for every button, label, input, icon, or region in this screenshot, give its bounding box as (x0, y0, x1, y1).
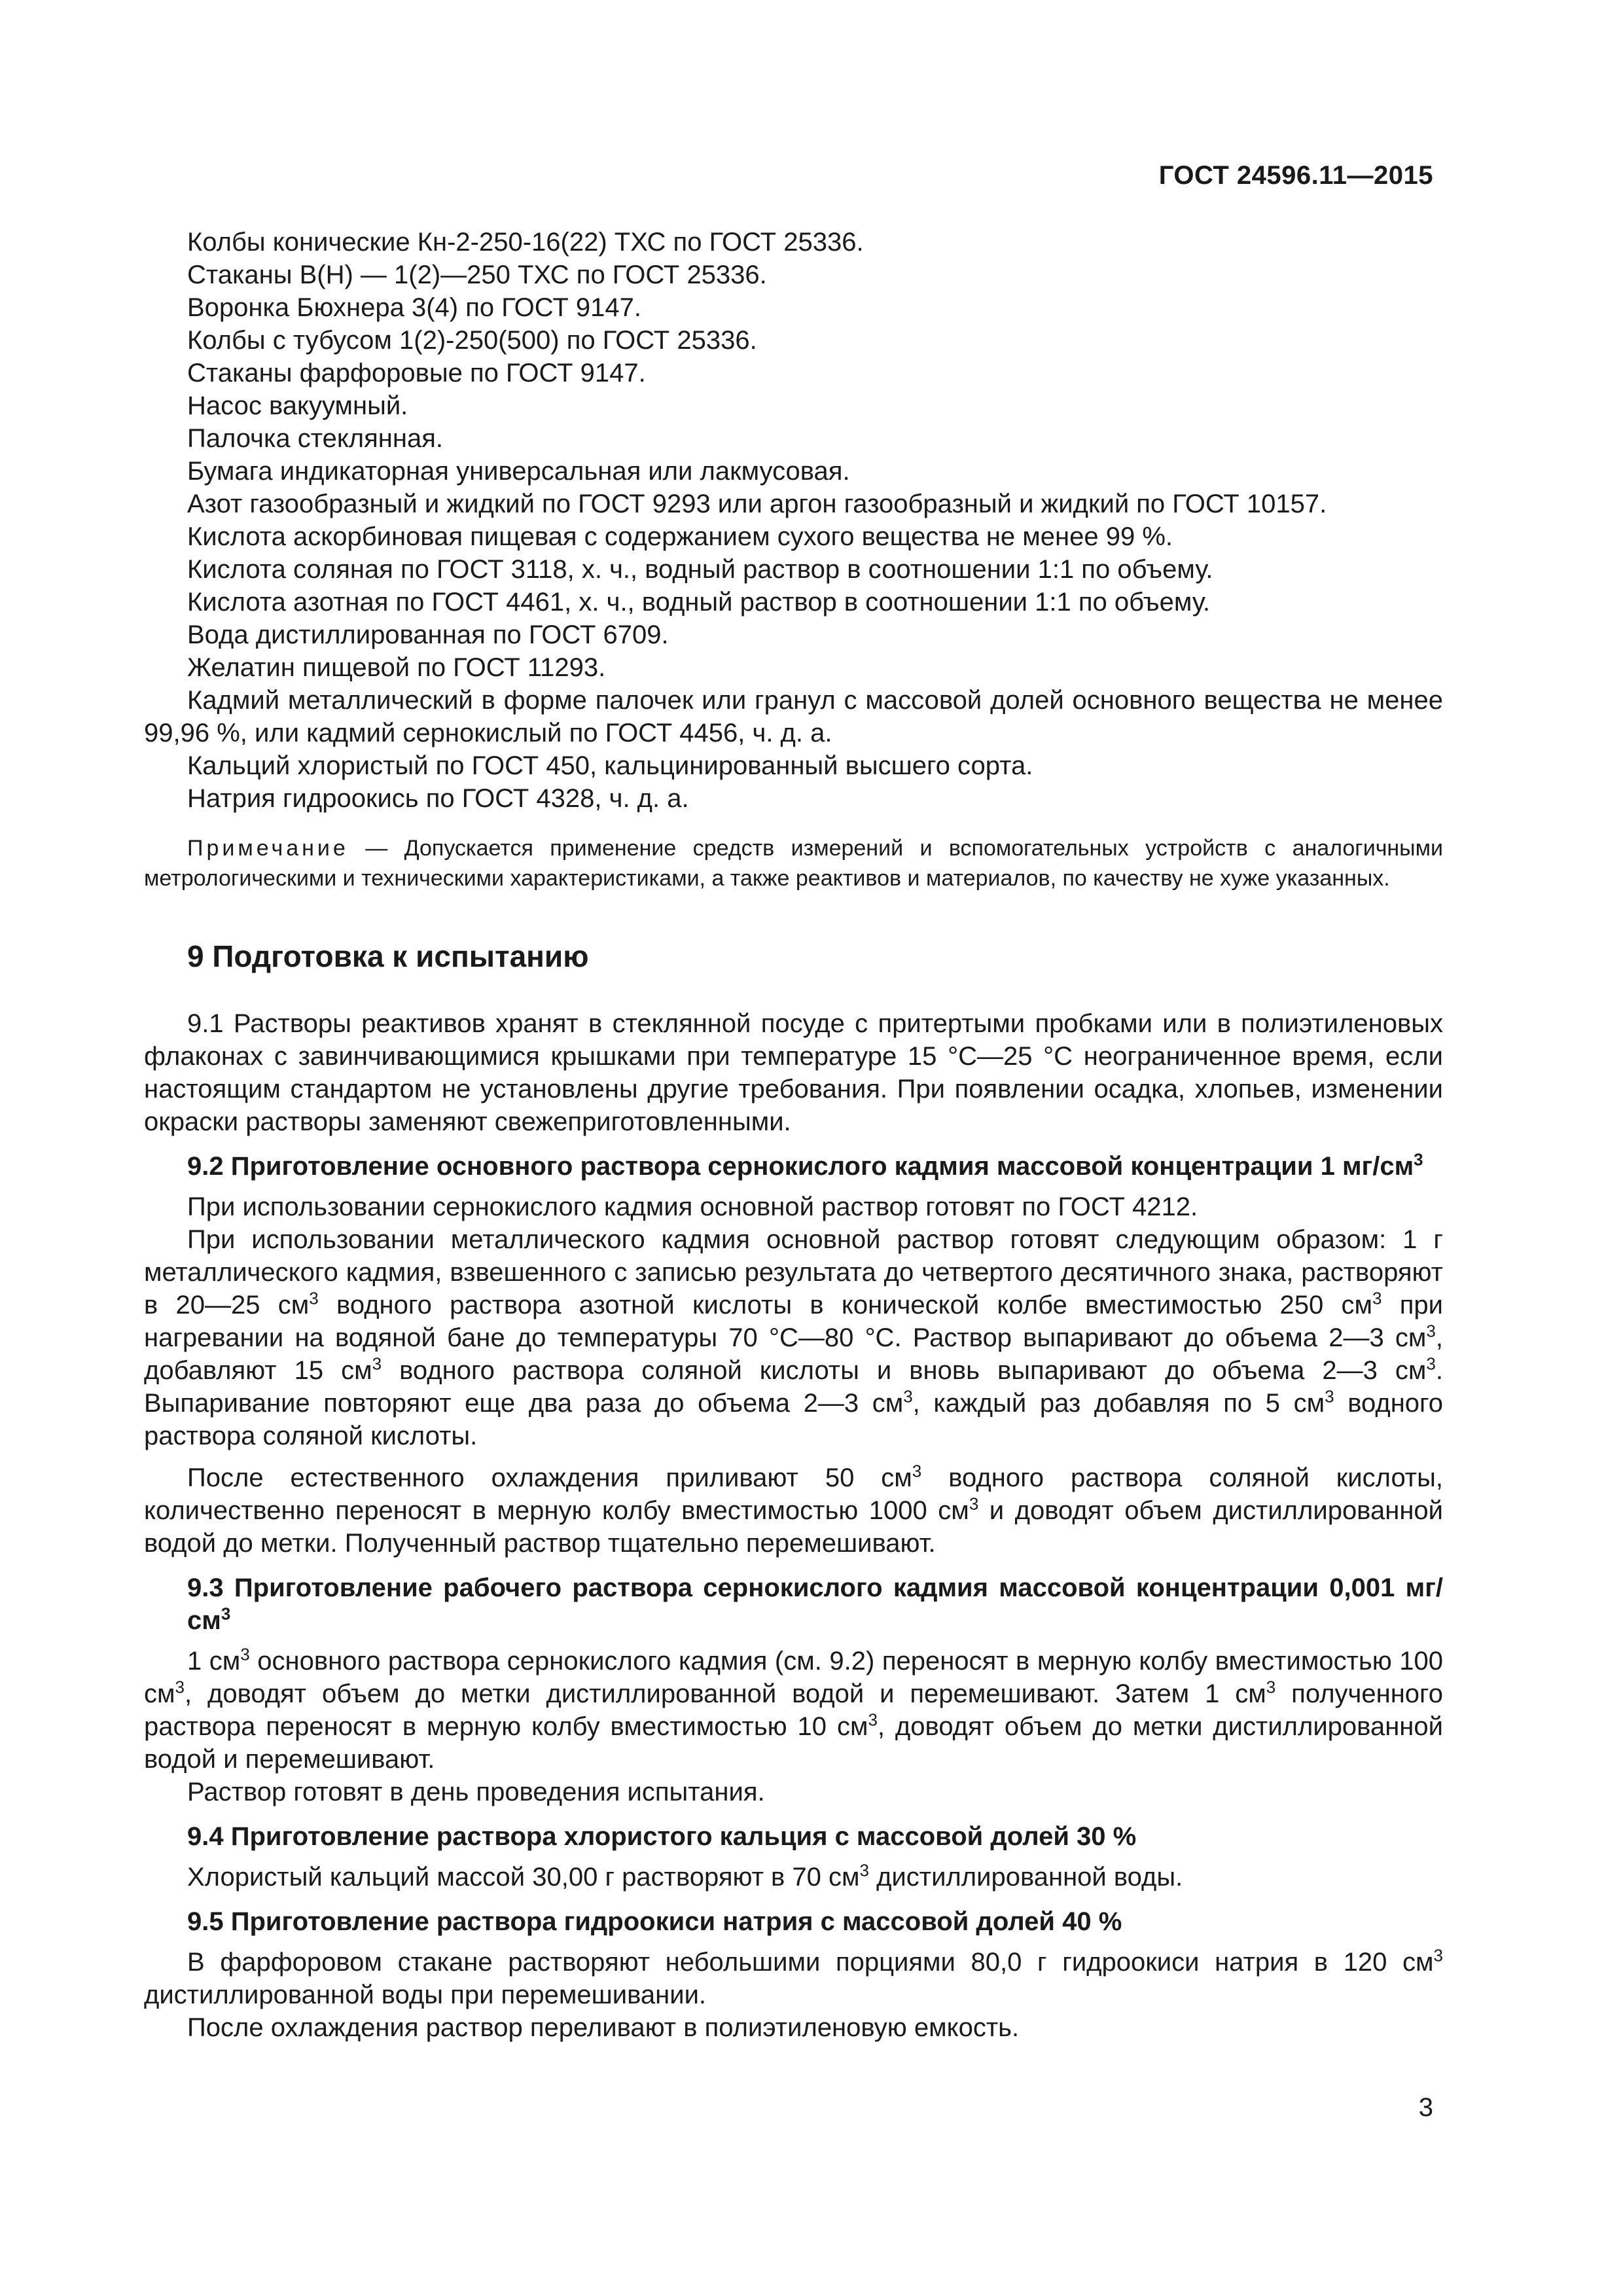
equipment-item: Кальций хлористый по ГОСТ 450, кальцинированный высшего сорта. (187, 751, 1033, 780)
subsection-9-3-title: 9.3 Приготовление рабочего раствора сернокислого кадмия массовой концентрации 0,001 $мг/см^3$ (187, 1573, 1443, 1635)
equipment-item: Стаканы фарфоровые по ГОСТ 9147. (187, 359, 646, 387)
paragraph-9-5-b: После охлаждения раствор переливают в полиэтиленовую емкость. (187, 2013, 1020, 2042)
equipment-item: Натрия гидроокись по ГОСТ 4328, ч. д. а. (187, 784, 689, 813)
paragraph-9-2-a: При использовании сернокислого кадмия основной раствор готовят по ГОСТ 4212. (187, 1193, 1198, 1221)
equipment-item: Кислота азотная по ГОСТ 4461, х. ч., водный раствор в соотношении 1:1 по объему. (187, 588, 1210, 617)
note-text: — Допускается применение средств измерений и вспомогательных устройств с аналогичными метрологическими и техническими характеристиками, а также реактивов и материалов, по качеству не хуже указанных. (144, 836, 1443, 891)
equipment-item: Колбы конические Кн-2-250-16(22) ТХС по ГОСТ 25336. (187, 228, 864, 257)
equipment-item: Вода дистиллированная по ГОСТ 6709. (187, 620, 669, 649)
paragraph-9-3-a: 1 $см^3$ основного раствора сернокислого кадмия (см. 9.2) переносят в мерную колбу вместимостью 100 $см^3$, доводят объем до метки дистиллированной водой и перемешивают. Затем 1 $см^3$ полученного раствора переносят в мерную колбу вместимостью 10 $см^3$, доводят объем до метки дистиллированной водой и перемешивают. (144, 1644, 1444, 1774)
subsection-9-2-title: 9.2 Приготовление основного раствора сернокислого кадмия массовой концентрации 1 $мг/см^3$ (187, 1149, 1423, 1181)
equipment-item: Бумага индикаторная универсальная или лакмусовая. (187, 457, 850, 486)
paragraph-9-4: Хлористый кальций массой 30,00 г растворяют в 70 $см^3$ дистиллированной воды. (187, 1860, 1183, 1892)
note-label: Примечание (187, 836, 349, 861)
equipment-item: Палочка стеклянная. (187, 424, 443, 453)
paragraph-9-5-a: В фарфоровом стакане растворяют небольшими порциями 80,0 г гидроокиси натрия в 120 $см^3$ дистиллированной воды при перемешивании. (144, 1945, 1443, 2009)
paragraph-9-3-b: Раствор готовят в день проведения испытания. (187, 1778, 765, 1806)
equipment-item: Насос вакуумный. (187, 391, 408, 420)
equipment-item: Кислота аскорбиновая пищевая с содержанием сухого вещества не менее 99 %. (187, 522, 1173, 551)
equipment-item: Стаканы В(Н) — 1(2)—250 ТХС по ГОСТ 25336. (187, 260, 767, 289)
paragraph-9-2-c: После естественного охлаждения приливают 50 $см^3$ водного раствора соляной кислоты, количественно переносят в мерную колбу вместимостью 1000 $см^3$ и доводят объем дистиллированной водой до метки. Полученный раствор тщательно перемешивают. (144, 1461, 1444, 1558)
paragraph-9-1: 9.1 Растворы реактивов хранят в стеклянной посуде с притертыми пробками или в полиэтиленовых флаконах с завинчивающимися крышками при температуре 15 °С—25 °С неограниченное время, если настоящим стандартом не установлены другие требования. При появлении осадка, хлопьев, изменении окраски растворы заменяют свежеприготовленными. (144, 1009, 1443, 1136)
subsection-9-5-title: 9.5 Приготовление раствора гидроокиси натрия с массовой долей 40 % (187, 1907, 1122, 1936)
equipment-item: Воронка Бюхнера 3(4) по ГОСТ 9147. (187, 293, 641, 322)
paragraph-9-2-b: При использовании металлического кадмия основной раствор готовят следующим образом: 1 г металлического кадмия, взвешенного с записью результата до четвертого десятичного знака, растворяют в 20—25 $см^3$ водного раствора азотной кислоты в конической колбе вместимостью 250 $см^3$ при нагревании на водяной бане до температуры 70 °С—80 °С. Раствор выпаривают до объема 2—3 $см^3$, добавляют 15 $см^3$ водного раствора соляной кислоты и вновь выпаривают до объема 2—3 $см^3$. Выпаривание повторяют еще два раза до объема 2—3 $см^3$, каждый раз добавляя по 5 $см^3$ водного раствора соляной кислоты. (144, 1225, 1444, 1450)
document-code-header: ГОСТ 24596.11—2015 (1158, 161, 1433, 190)
document-body (144, 226, 1443, 2044)
equipment-item: Желатин пищевой по ГОСТ 11293. (187, 653, 606, 682)
section-9-title: 9 Подготовка к испытанию (187, 939, 589, 973)
note-paragraph (144, 833, 1443, 893)
equipment-item-cadmium: Кадмий металлический в форме палочек или гранул с массовой долей основного вещества не менее 99,96 %, или кадмий сернокислый по ГОСТ 4456, ч. д. а. (144, 686, 1443, 747)
equipment-item: Колбы с тубусом 1(2)-250(500) по ГОСТ 25336. (187, 326, 757, 355)
equipment-item: Кислота соляная по ГОСТ 3118, х. ч., водный раствор в соотношении 1:1 по объему. (187, 555, 1213, 584)
equipment-item: Азот газообразный и жидкий по ГОСТ 9293 или аргон газообразный и жидкий по ГОСТ 10157. (187, 490, 1327, 518)
page-number: 3 (1418, 2093, 1433, 2122)
subsection-9-4-title: 9.4 Приготовление раствора хлористого кальция с массовой долей 30 % (187, 1822, 1137, 1851)
